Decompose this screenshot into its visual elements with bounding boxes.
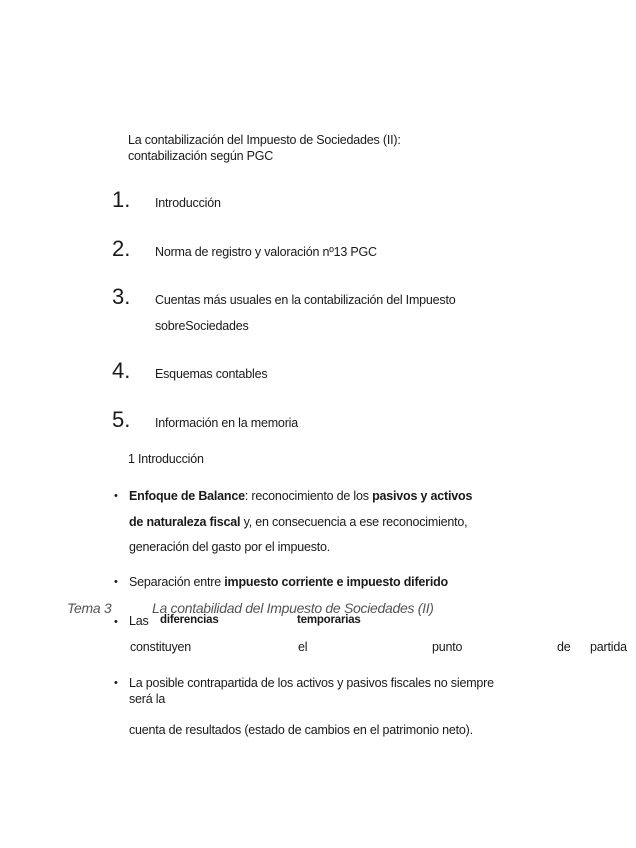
bullet-marker-4: •: [114, 677, 118, 689]
bullet-4-line-1: La posible contrapartida de los activos y pasivos fiscales no siempre: [129, 676, 494, 690]
footer-tema: Tema 3: [67, 600, 112, 616]
bullet-2-bold: impuesto corriente e impuesto diferido: [224, 575, 448, 589]
bullet-1-bold-2: pasivos y activos: [372, 489, 473, 503]
bullet-3-word-2: diferencias: [160, 614, 219, 626]
bullet-3-line-2-word-4: de: [557, 640, 571, 654]
index-item-3-line-2: sobreSociedades: [155, 319, 249, 333]
bullet-3-line-2-word-5: partida: [590, 640, 627, 654]
index-number-2: 2.: [112, 236, 131, 261]
bullet-1-line-2: [129, 515, 467, 529]
title-line-1: La contabilización del Impuesto de Sociedades (II):: [128, 133, 401, 147]
index-item-1: Introducción: [155, 196, 221, 210]
footer-subtitle: La contabilidad del Impuesto de Sociedades (II): [152, 600, 434, 616]
index-item-4: Esquemas contables: [155, 367, 268, 381]
bullet-1-line-3: generación del gasto por el impuesto.: [129, 540, 331, 554]
index-item-2: Norma de registro y valoración nº13 PGC: [155, 245, 377, 259]
bullet-3-line-2-word-2: el: [298, 640, 308, 654]
section-heading: 1 Introducción: [128, 452, 204, 466]
title-line-2: contabilización según PGC: [128, 149, 274, 163]
bullet-3-line-2-word-1: constituyen: [130, 640, 192, 654]
index-number-4: 4.: [112, 358, 131, 383]
bullet-1-line-1: [129, 489, 472, 503]
bullet-4-line-3: cuenta de resultados (estado de cambios en el patrimonio neto).: [129, 723, 473, 737]
index-number-5: 5.: [112, 407, 131, 432]
index-item-5: Información en la memoria: [155, 416, 298, 430]
bullet-4-line-2: será la: [129, 692, 166, 706]
bullet-1-line-2-rest: y, en consecuencia a ese reconocimiento,: [240, 515, 468, 529]
bullet-3-word-3: temporarias: [297, 614, 361, 626]
bullet-1-text-1: : reconocimiento de los: [244, 489, 373, 503]
bullet-marker-3: •: [114, 616, 118, 628]
bullet-3-line-2-word-3: punto: [432, 640, 463, 654]
bullet-marker-1: •: [114, 490, 118, 502]
bullet-1-line-2-bold: de naturaleza fiscal: [129, 515, 241, 529]
bullet-3-word-1: Las: [129, 614, 149, 628]
document-title: [128, 132, 401, 164]
index-number-3: 3.: [112, 284, 131, 309]
index-number-1: 1.: [112, 187, 131, 212]
bullet-2-text: Separación entre: [129, 575, 225, 589]
bullet-2-line-1: [129, 575, 448, 589]
bullet-1-bold-1: Enfoque de Balance: [129, 489, 245, 503]
index-item-3: Cuentas más usuales en la contabilización del Impuesto: [155, 293, 456, 307]
bullet-marker-2: •: [114, 576, 118, 588]
